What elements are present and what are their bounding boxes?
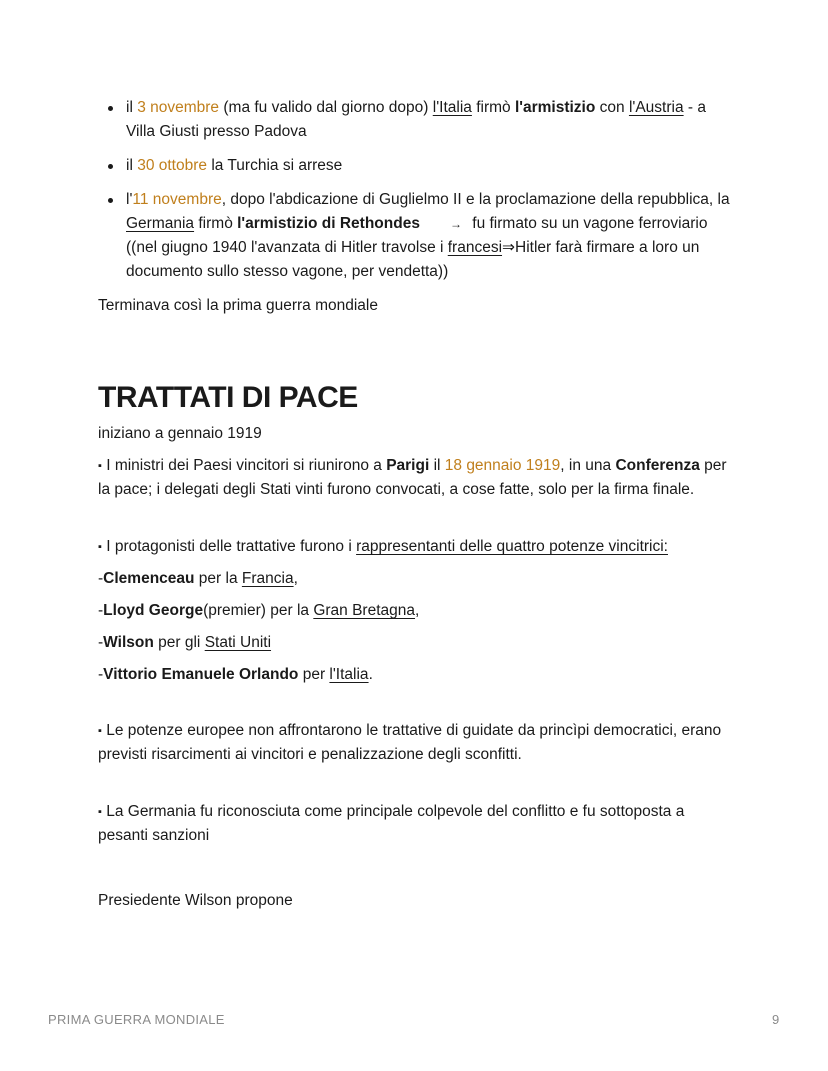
conclusion-text: Terminava così la prima guerra mondiale xyxy=(98,297,378,314)
date-highlight: 18 gennaio 1919 xyxy=(444,457,561,474)
square-bullet-icon: ▪ xyxy=(98,541,102,553)
square-bullet-icon: ▪ xyxy=(98,806,102,818)
representative-line: -Vittorio Emanuele Orlando per l'Italia. xyxy=(98,666,373,683)
armistice-list xyxy=(98,96,738,284)
paragraph-germany: ▪ La Germania fu riconosciuta come principale colpevole del conflitto e fu sottoposta a pesanti sanzioni xyxy=(98,803,685,844)
paragraph-conference: ▪ I ministri dei Paesi vincitori si riunirono a Parigi il 18 gennaio 1919, in una Conferenza per la pace; i delegati degli Stati vinti furono convocati, a cose fatte, solo per la firma finale. xyxy=(98,457,727,498)
representative-name: Lloyd George xyxy=(103,602,204,619)
representative-line: -Wilson per gli Stati Uniti xyxy=(98,634,272,651)
list-item: il 30 ottobre la Turchia si arrese xyxy=(126,154,738,178)
bold-term: l'armistizio xyxy=(514,99,596,116)
underlined-term: rappresentanti delle quattro potenze vincitrici: xyxy=(356,538,668,555)
list-item: il 3 novembre (ma fu valido dal giorno dopo) l'Italia firmò l'armistizio con l'Austria - a Villa Giusti presso Padova xyxy=(126,96,738,144)
representative-name: Vittorio Emanuele Orlando xyxy=(103,666,299,683)
square-bullet-icon: ▪ xyxy=(98,725,102,737)
paragraph-protagonists: ▪ I protagonisti delle trattative furono i rappresentanti delle quattro potenze vincitrici: xyxy=(98,538,668,555)
representative-name: Wilson xyxy=(103,634,154,651)
date-highlight: 3 novembre xyxy=(137,99,220,116)
bold-term: l'armistizio di Rethondes xyxy=(237,215,420,232)
country-name: Stati Uniti xyxy=(204,634,272,651)
representative-line: -Lloyd George(premier) per la Gran Bretagna, xyxy=(98,602,420,619)
footer-title: PRIMA GUERRA MONDIALE xyxy=(48,1012,225,1027)
date-highlight: 30 ottobre xyxy=(137,157,208,174)
bold-term: Conferenza xyxy=(615,457,700,474)
section-subtitle: iniziano a gennaio 1919 xyxy=(98,425,262,442)
country-name: l'Italia xyxy=(329,666,369,683)
section-heading: TRATTATI DI PACE xyxy=(98,381,358,414)
underlined-term: l'Italia xyxy=(432,99,472,116)
list-item: l'11 novembre, dopo l'abdicazione di Guglielmo II e la proclamazione della repubblica, la Germania firmò l'armistizio di Rethondes → fu firmato su un vagone ferroviario ((nel giugno 1940 l'avanzata di Hitler travolse i francesi⇒Hitler farà firmare a loro un documento sullo stesso vagone, per vendetta)) xyxy=(126,188,738,284)
square-bullet-icon: ▪ xyxy=(98,460,102,472)
page-content xyxy=(98,96,738,913)
underlined-term: Germania xyxy=(126,215,195,232)
date-highlight: 11 novembre xyxy=(132,191,222,208)
right-arrow-icon: → xyxy=(449,217,462,231)
country-name: Francia xyxy=(241,570,294,587)
country-name: Gran Bretagna xyxy=(313,602,416,619)
paragraph-powers: ▪ Le potenze europee non affrontarono le trattative di guidate da princìpi democratici, erano previsti risarcimenti ai vincitori e penalizzazione degli sconfitti. xyxy=(98,722,722,763)
underlined-term: l'Austria xyxy=(628,99,684,116)
closing-text: Presiedente Wilson propone xyxy=(98,892,293,909)
bold-term: Parigi xyxy=(386,457,430,474)
representative-line: -Clemenceau per la Francia, xyxy=(98,570,298,587)
underlined-term: francesi xyxy=(447,239,503,256)
representative-name: Clemenceau xyxy=(103,570,195,587)
page-number: 9 xyxy=(772,1012,780,1027)
